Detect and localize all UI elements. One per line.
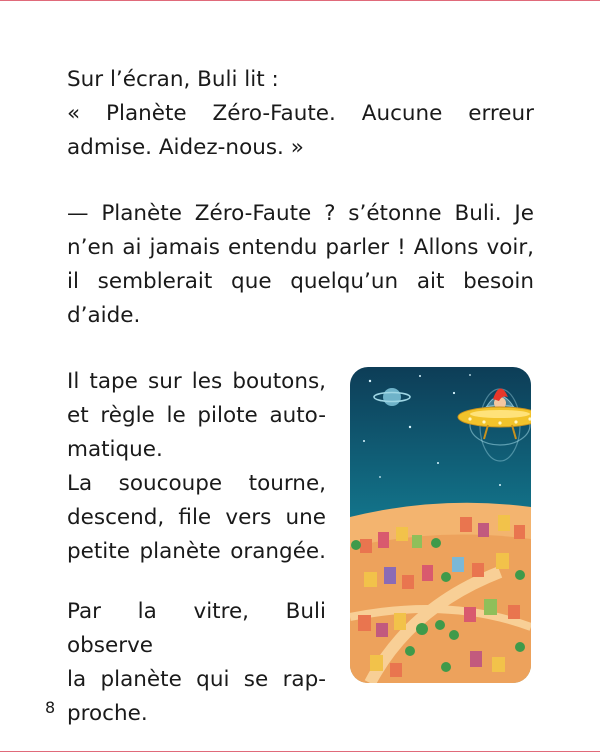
illustration-svg (350, 367, 531, 683)
paragraph-screen-message (67, 63, 534, 165)
page-bottom-border (0, 751, 600, 752)
text-line: d’aide. (67, 303, 141, 328)
text-line: proche. (67, 701, 148, 726)
page-top-border (0, 0, 600, 1)
text-line: admise. Aidez-nous. » (67, 135, 304, 160)
text-line: il semblerait que quelqu’un ait besoin (67, 269, 534, 294)
text-line: descend, file vers une (67, 505, 326, 530)
paragraph-window-view (67, 595, 326, 731)
text-line: et règle le pilote auto- (67, 403, 326, 428)
text-line: « Planète Zéro-Faute. Aucune erreur (67, 101, 534, 126)
page-number: 8 (45, 698, 56, 717)
illustration-saucer-over-planet (350, 367, 531, 683)
paragraph-autopilot (67, 365, 326, 569)
text-line: matique. (67, 437, 163, 462)
text-line: La soucoupe tourne, (67, 471, 326, 496)
text-line: n’en ai jamais entendu parler ! Allons voir, (67, 235, 534, 260)
text-line: Il tape sur les boutons, (67, 369, 326, 394)
paragraph-buli-reply (67, 197, 534, 333)
text-line: la planète qui se rap- (67, 667, 326, 692)
text-line: — Planète Zéro-Faute ? s’étonne Buli. Je (67, 201, 534, 226)
text-line: Sur l’écran, Buli lit : (67, 67, 279, 92)
text-line: petite planète orangée. (67, 539, 326, 564)
text-line: Par la vitre, Buli observe (67, 599, 326, 658)
